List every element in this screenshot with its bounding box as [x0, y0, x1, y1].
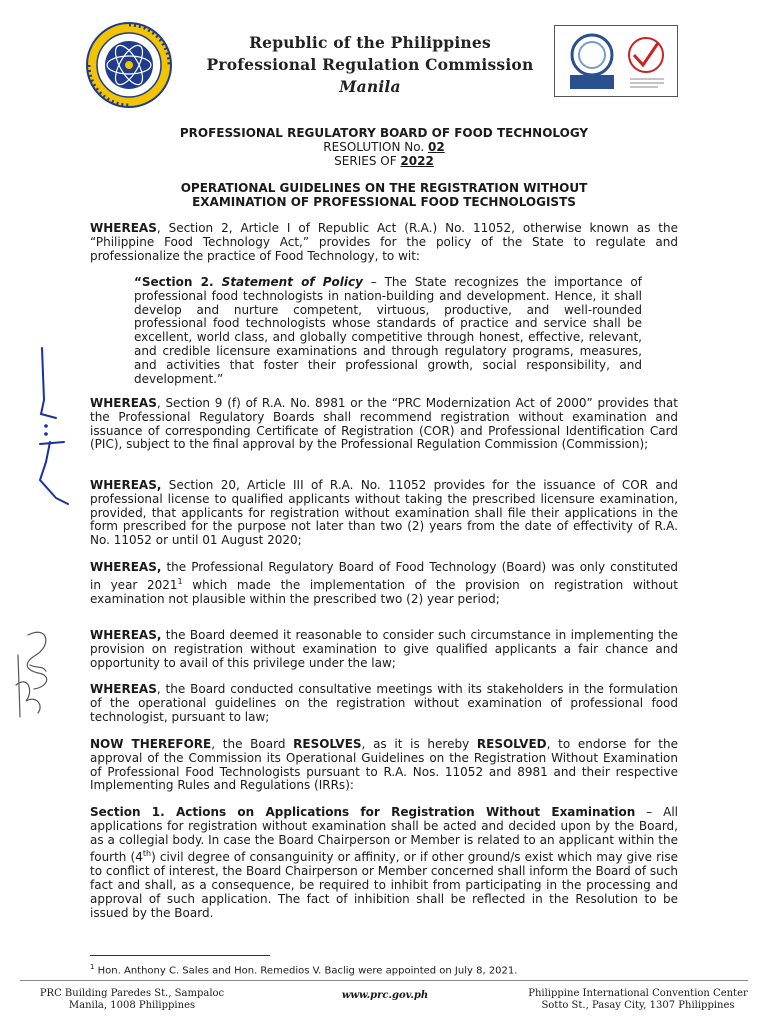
footer-address-manila [32, 988, 232, 1012]
whereas-paragraph-1 [90, 222, 678, 263]
footnote-text: Hon. Anthony C. Sales and Hon. Remedios V. Baclig were appointed on July 8, 2021. [94, 965, 518, 977]
quoted-section-2 [134, 276, 642, 386]
margin-handwritten-signature [8, 625, 58, 725]
footer-right-line-2: Sotto St., Pasay City, 1307 Philippines [541, 1000, 735, 1011]
quote-title: Statement of Policy [221, 275, 363, 289]
resolution-number-value: 02 [428, 140, 445, 154]
iso-certification-logo [554, 25, 678, 97]
resolution-title [90, 126, 678, 168]
footnote-reference: 1 [177, 576, 183, 586]
whereas-paragraph-4 [90, 561, 678, 606]
paragraph-text: the Board deemed it reasonable to consider such circumstance in implementing the provision on registration without examination to give qualified applicants a fair chance and opportunity to avail of this privilege under the law; [90, 628, 678, 670]
whereas-lead: WHEREAS, [90, 478, 162, 492]
section-1-paragraph [90, 806, 678, 920]
now-therefore-paragraph [90, 738, 678, 793]
paragraph-text: ) civil degree of consanguinity or affinity, or if other ground/s exist which may give rise to conflict of interest, the Board Chairperson or Member concerned shall inform the Board of such fact and shall, as a consequence, be required to inhibit from participating in the processing and approval of such application. The fact of inhibition shall be reflected in the Resolution to be issued by the Board. [90, 850, 678, 920]
resolution-series-prefix: SERIES OF [334, 154, 397, 168]
whereas-paragraph-5 [90, 629, 678, 670]
whereas-lead: WHEREAS [90, 396, 157, 410]
resolution-series-value: 2022 [400, 154, 434, 168]
whereas-lead: WHEREAS [90, 682, 157, 696]
resolves-keyword: RESOLVES [293, 737, 362, 751]
margin-initials-signature [20, 340, 70, 510]
agency-header [190, 32, 550, 98]
resolution-subject [90, 181, 678, 209]
footer-website: www.prc.gov.ph [341, 990, 429, 1001]
footer-address-pasay [528, 988, 748, 1012]
board-name: PROFESSIONAL REGULATORY BOARD OF FOOD TECHNOLOGY [179, 126, 589, 140]
paragraph-text: , Section 9 (f) of R.A. No. 8981 or the “PRC Modernization Act of 2000” provides that the Professional Regulatory Boards shall recommend registration without examination and issuance of corresponding Certificate of Registration (COR) and Professional Identification Card (PIC), subject to the final approval by the Professional Regulation Commission (Commission); [90, 396, 678, 452]
resolved-keyword: RESOLVED [476, 737, 547, 751]
footer-left-line-2: Manila, 1008 Philippines [68, 1000, 196, 1011]
paragraph-text: , as it is hereby [361, 737, 477, 751]
paragraph-text: , the Board conducted consultative meetings with its stakeholders in the formulation of the operational guidelines on the registration without examination of professional food technologist, pursuant to law; [90, 682, 678, 724]
footer-separator [20, 980, 748, 981]
ordinal-suffix: th [142, 849, 152, 859]
paragraph-text: , the Board [211, 737, 294, 751]
whereas-paragraph-3 [90, 479, 678, 548]
resolution-number-prefix: RESOLUTION No. [323, 140, 425, 154]
footnote-separator [90, 955, 270, 956]
paragraph-text: – All applications for registration without examination shall be acted and decided upon by the Board, as a collegial body. In case the Board Chairperson or Member is related to an applicant within the fourth (4 [90, 805, 678, 865]
paragraph-text: Section 20, Article III of R.A. No. 11052 provides for the issuance of COR and professional license to qualified applicants without taking the prescribed licensure examination, provided, that applicants for registration without examination shall file their applications in the form prescribed for the purpose not later than two (2) years from the date of effectivity of R.A. No. 11052 or until 01 August 2020; [90, 478, 678, 548]
paragraph-text: which made the implementation of the provision on registration without examination not plausible within the prescribed two (2) year period; [90, 577, 678, 606]
footnote-mark: 1 [90, 963, 95, 971]
whereas-paragraph-6 [90, 683, 678, 724]
footer-left-line-1: PRC Building Paredes St., Sampaloc [39, 988, 225, 999]
now-therefore-lead: NOW THEREFORE [90, 737, 212, 751]
footer-right-line-1: Philippine International Convention Center [528, 988, 748, 999]
paragraph-text: , Section 2, Article I of Republic Act (R.A.) No. 11052, otherwise known as the “Philippine Food Technology Act,” provides for the policy of the State to regulate and professionalize the practice of Food Technology, to wit: [90, 221, 678, 263]
section-1-heading: Section 1. Actions on Applications for Registration Without Examination [90, 805, 636, 819]
header-commission: Professional Regulation Commission [206, 55, 534, 74]
footnote [90, 961, 678, 977]
whereas-lead: WHEREAS [90, 221, 157, 235]
prc-seal-logo [86, 22, 172, 108]
whereas-lead: WHEREAS, [90, 628, 162, 642]
whereas-paragraph-2 [90, 397, 678, 452]
subject-line-1: OPERATIONAL GUIDELINES ON THE REGISTRATION WITHOUT [180, 181, 588, 195]
quote-lead: “Section 2. [134, 275, 222, 289]
quote-text: – The State recognizes the importance of professional food technologists in nation-building and development. Hence, it shall develop and nurture competent, virtuous, productive, and well-rounded professional food technologists whose standards of practice and service shall be excellent, world class, and globally competitive through honest, effective, relevant, and credible licensure examinations and through regulatory programs, measures, and activities that foster their professional growth, social responsibility, and development.” [134, 275, 642, 386]
header-republic: Republic of the Philippines [249, 33, 491, 52]
header-city: Manila [339, 77, 401, 96]
paragraph-text: , to endorse for the approval of the Commission its Operational Guidelines on the Registration Without Examination of Professional Food Technologists pursuant to R.A. Nos. 11052 and 8981 and their respective Implementing Rules and Regulations (IRRs): [90, 737, 678, 793]
paragraph-text: the Professional Regulatory Board of Food Technology (Board) was only constituted in year 2021 [90, 560, 678, 592]
resolution-series [90, 154, 678, 168]
subject-line-2: EXAMINATION OF PROFESSIONAL FOOD TECHNOLOGISTS [192, 195, 576, 209]
whereas-lead: WHEREAS, [90, 560, 162, 574]
resolution-number [90, 140, 678, 154]
